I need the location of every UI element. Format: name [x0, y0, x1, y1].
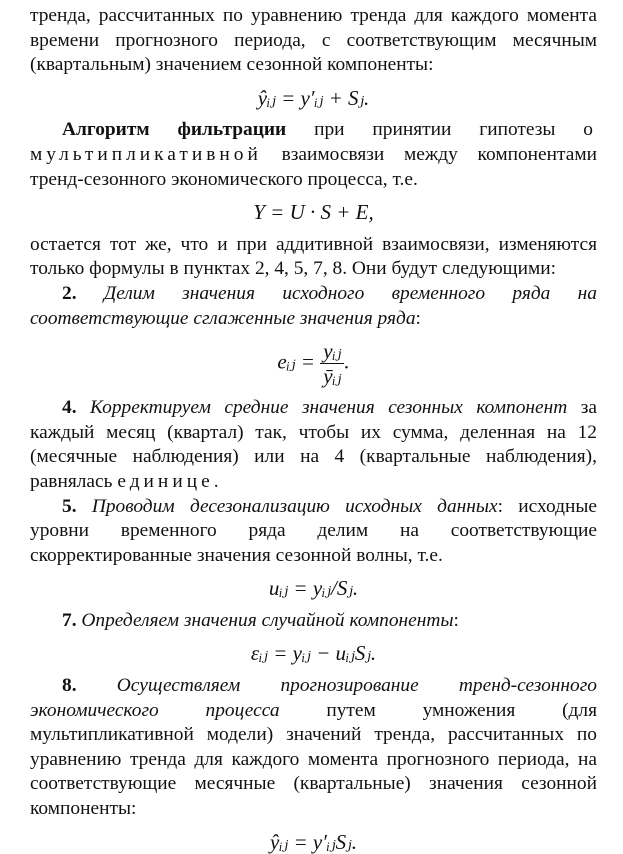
paragraph-forecast-intro: тренда, рассчитанных по уравнению тренда для каждого момента времени прогнозного периода, с соответствующим месячным (квартальным) значением сезонной компоненты:: [30, 5, 597, 76]
text-run: :: [453, 609, 459, 631]
text-run: путем умножения (для мультипликативной модели) значений тренда, рассчитанных по уравнению тренда для каждого момента прогнозного периода, на соответствующие месячные (квартальные) значения сезонной компоненты:: [30, 699, 597, 820]
text-run: при принятии гипотезы: [286, 119, 584, 141]
fraction-numerator: yᵢⱼ: [320, 339, 344, 364]
step-5: [30, 495, 597, 569]
step-title: Определяем значения случайной компоненты: [81, 609, 454, 631]
formula-lhs: eᵢⱼ =: [277, 349, 315, 374]
text-run: за каждый месяц (квартал) так, чтобы их сумма, деленная на 12 (месячные наблюдения) или на 4 (квартальные наблюдения), равнялась: [30, 397, 597, 492]
formula-additive-forecast: ŷᵢⱼ = y′ᵢⱼ + Sⱼ.: [257, 85, 370, 110]
formula-deseasonalized: uᵢⱼ = yᵢⱼ/Sⱼ.: [268, 576, 359, 601]
fraction-denominator: ȳᵢⱼ: [323, 364, 342, 389]
step-7: [30, 609, 597, 634]
formula-tail: .: [344, 349, 350, 374]
text-run: взаимосвязи между компонентами тренд-сезонного экономического процесса, т.е.: [30, 143, 597, 190]
formula-random-component: εᵢⱼ = yᵢⱼ − uᵢⱼSⱼ.: [250, 641, 377, 666]
step-title: Делим значения исходного временного ряда на соответствующие сглаженные значения ряда: [30, 282, 597, 329]
step-number: 8.: [62, 675, 77, 697]
text-run: :: [415, 307, 421, 329]
term-filter-algorithm: Алгоритм фильтрации: [62, 119, 287, 141]
formula-multiplicative-model: Y = U · S + E,: [253, 200, 374, 225]
fraction: [320, 339, 344, 388]
term-multiplicative: о мультипликативной: [30, 119, 597, 165]
step-8: [30, 674, 597, 822]
step-2: [30, 282, 597, 331]
step-title: Проводим десезонализацию исходных данных: [91, 495, 498, 517]
step-number: 2.: [62, 282, 77, 304]
step-number: 7.: [62, 609, 77, 631]
step-title: Корректируем средние значения сезонных компонент: [90, 397, 568, 419]
step-number: 4.: [62, 397, 77, 419]
text-run: : исходные уровни временного ряда делим на соответствующие скорректированные значения сезонной волны, т.е.: [30, 495, 597, 566]
step-number: 5.: [62, 495, 77, 517]
formula-multiplicative-forecast: ŷᵢⱼ = y′ᵢⱼSⱼ.: [270, 829, 357, 854]
step-4: [30, 396, 597, 494]
text-run: .: [213, 470, 219, 492]
step-title: Осуществляем прогнозирование тренд-сезонного экономического процесса: [30, 675, 597, 721]
paragraph-changes: остается тот же, что и при аддитивной взаимосвязи, изменяются только формулы в пунктах 2, 4, 5, 7, 8. Они будут следующими:: [30, 233, 597, 280]
formula-ratio: [30, 339, 597, 388]
paragraph-filter-algorithm: [30, 118, 597, 192]
term-unity: единице: [117, 470, 214, 492]
